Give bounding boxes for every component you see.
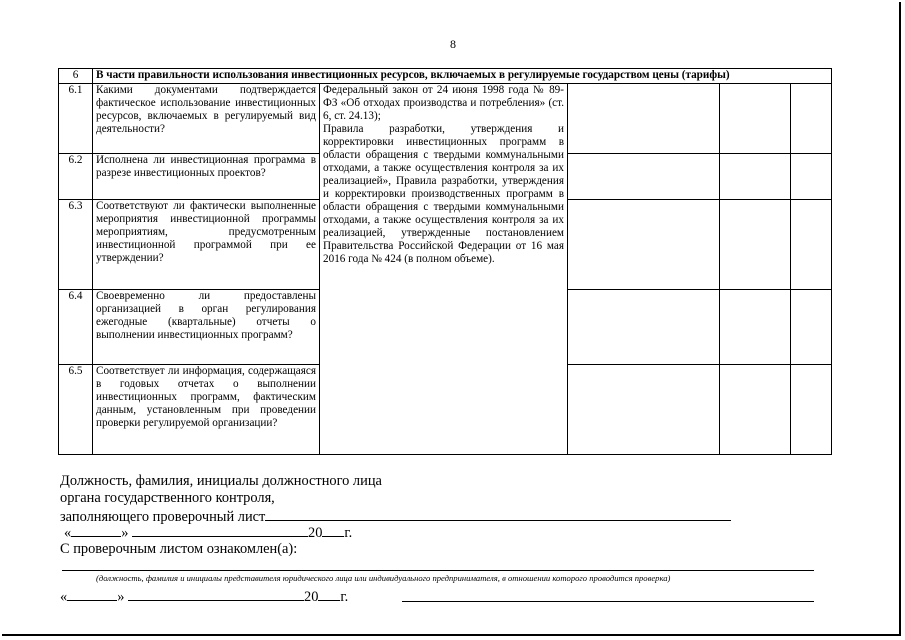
inspector-day-field[interactable] [71, 523, 121, 537]
inspector-month-field[interactable] [132, 523, 308, 537]
representative-signature-line[interactable] [62, 570, 814, 571]
section-header-row [59, 69, 832, 84]
answer-yes-cell[interactable] [568, 365, 720, 455]
legal-reference [320, 84, 568, 455]
answer-yes-cell[interactable] [568, 84, 720, 154]
answer-na-cell[interactable] [791, 200, 832, 290]
answer-yes-cell[interactable] [568, 154, 720, 200]
inspector-date-row: « » 20 г. [64, 525, 353, 541]
acquainted-label: С проверочным листом ознакомлен(а): [60, 541, 298, 557]
signature-filler-text: заполняющего проверочный лист [60, 509, 266, 525]
representative-note: (должность, фамилия и инициалы представителя юридического лица или индивидуального предпринимателя, в отношении которого проводится проверка) [96, 573, 671, 583]
representative-year-field[interactable] [318, 587, 340, 601]
reference-law: Федеральный закон от 24 июня 1998 года № 89-ФЗ «Об отходах производства и потребления» (ст. 6, ст. 24.13); [323, 84, 564, 122]
section-title: В части правильности использования инвестиционных ресурсов, включаемых в регулируемые государством цены (тарифы) [93, 69, 832, 84]
question-text: Своевременно ли предоставлены организацией в орган регулирования ежегодные (квартальные) отчеты о выполнении инвестиционных программ? [93, 290, 320, 365]
row-number: 6.3 [59, 200, 93, 290]
answer-na-cell[interactable] [791, 290, 832, 365]
representative-signature-field[interactable] [402, 601, 814, 602]
row-number: 6.1 [59, 84, 93, 154]
answer-no-cell[interactable] [720, 200, 791, 290]
row-number: 6.4 [59, 290, 93, 365]
question-text: Соответствует ли информация, содержащаяся в годовых отчетах о выполнении инвестиционных программ, фактическим данным, установленным при проведении проверки регулируемой организации? [93, 365, 320, 455]
inspector-signature-line[interactable] [265, 507, 731, 521]
section-number: 6 [59, 69, 93, 84]
answer-yes-cell[interactable] [568, 200, 720, 290]
answer-na-cell[interactable] [791, 84, 832, 154]
signature-position-label: Должность, фамилия, инициалы должностного лица [60, 473, 382, 489]
answer-na-cell[interactable] [791, 154, 832, 200]
answer-no-cell[interactable] [720, 154, 791, 200]
answer-yes-cell[interactable] [568, 290, 720, 365]
question-text: Какими документами подтверждается фактическое использование инвестиционных ресурсов, включаемых в регулируемый вид деятельности? [93, 84, 320, 154]
answer-no-cell[interactable] [720, 365, 791, 455]
answer-no-cell[interactable] [720, 84, 791, 154]
inspector-year-field[interactable] [322, 523, 344, 537]
checklist-table [58, 68, 832, 455]
question-text: Исполнена ли инвестиционная программа в разрезе инвестиционных проектов? [93, 154, 320, 200]
page-number: 8 [450, 37, 456, 51]
question-text: Соответствуют ли фактически выполненные мероприятия инвестиционной программы мероприятиям, предусмотренным инвестиционной программой при ее утверждении? [93, 200, 320, 290]
reference-rules: Правила разработки, утверждения и корректировки инвестиционных программ в области обращения с твердыми коммунальными отходами, а также осуществления контроля за их реализацией», Правила разработки, утверждения и корректировки производственных программ в области обращения с твердыми коммунальными отходами, а также осуществления контроля за их реализацией, утвержденные постановлением Правительства Российской Федерации от 16 мая 2016 года № 424 (в полном объеме). [323, 123, 564, 265]
answer-na-cell[interactable] [791, 365, 832, 455]
signature-authority-label: органа государственного контроля, [60, 490, 275, 506]
representative-month-field[interactable] [128, 587, 304, 601]
row-number: 6.2 [59, 154, 93, 200]
table-row [59, 84, 832, 154]
representative-date-row: « » 20 г. [60, 589, 349, 605]
answer-no-cell[interactable] [720, 290, 791, 365]
representative-day-field[interactable] [67, 587, 117, 601]
row-number: 6.5 [59, 365, 93, 455]
